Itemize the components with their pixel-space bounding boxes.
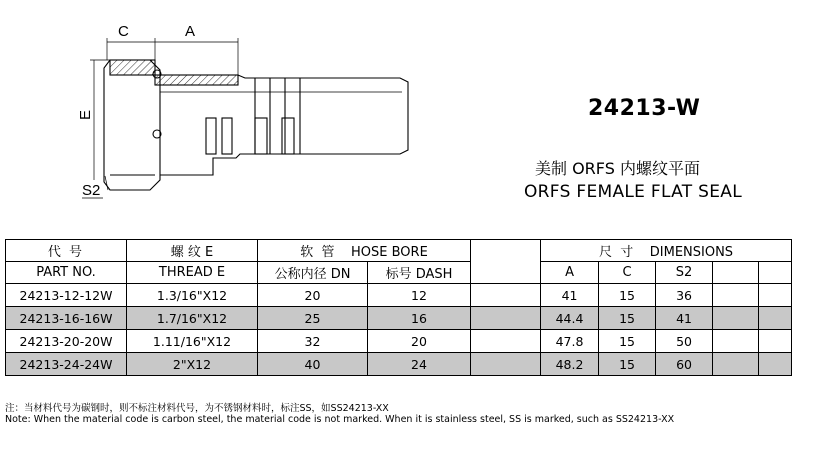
cell-thread: 1.3/16"X12 <box>127 284 258 307</box>
cell-dn: 25 <box>258 307 368 330</box>
cell-empty <box>713 330 759 353</box>
cell-empty <box>471 284 541 307</box>
note-cn: 注：当材料代号为碳钢时，则不标注材料代号，为不锈钢材料时，标注SS，如SS24213-XX <box>5 403 389 414</box>
cell-c: 15 <box>599 284 656 307</box>
dim-c-label: C <box>118 23 129 40</box>
cell-empty <box>713 307 759 330</box>
cell-empty <box>759 353 792 376</box>
cell-a: 44.4 <box>541 307 599 330</box>
table-row <box>6 330 792 353</box>
cell-c: 15 <box>599 307 656 330</box>
cell-a: 48.2 <box>541 353 599 376</box>
cell-dn: 40 <box>258 353 368 376</box>
dim-s2-label: S2 <box>82 182 101 199</box>
table-row <box>6 353 792 376</box>
product-title-cn: 美制 ORFS 内螺纹平面 <box>535 159 700 178</box>
cell-s2: 50 <box>656 330 713 353</box>
header-c: C <box>599 262 656 284</box>
cell-s2: 41 <box>656 307 713 330</box>
cell-thread: 1.7/16"X12 <box>127 307 258 330</box>
cell-empty <box>471 353 541 376</box>
cell-s2: 36 <box>656 284 713 307</box>
header-blank-2 <box>759 262 792 284</box>
cell-thread: 2"X12 <box>127 353 258 376</box>
header-dimensions: 尺 寸 DIMENSIONS <box>541 240 792 262</box>
cell-dash: 16 <box>368 307 471 330</box>
cell-empty <box>759 284 792 307</box>
cell-a: 47.8 <box>541 330 599 353</box>
cell-thread: 1.11/16"X12 <box>127 330 258 353</box>
cell-part: 24213-20-20W <box>6 330 127 353</box>
header-a: A <box>541 262 599 284</box>
model-number: 24213-W <box>588 96 701 121</box>
header-empty <box>471 240 541 284</box>
cell-dn: 32 <box>258 330 368 353</box>
cell-part: 24213-24-24W <box>6 353 127 376</box>
cell-empty <box>471 307 541 330</box>
header-thread-en: THREAD E <box>127 262 258 284</box>
spec-table <box>5 239 792 376</box>
header-part-no: PART NO. <box>6 262 127 284</box>
header-dash: 标号 DASH <box>368 262 471 284</box>
table-row <box>6 284 792 307</box>
dim-e-label: E <box>77 109 94 120</box>
header-code-cn: 代 号 <box>6 240 127 262</box>
cell-dash: 12 <box>368 284 471 307</box>
cell-empty <box>713 353 759 376</box>
cell-c: 15 <box>599 330 656 353</box>
product-title-en: ORFS FEMALE FLAT SEAL <box>524 182 742 202</box>
cell-empty <box>713 284 759 307</box>
fitting-drawing <box>0 0 520 215</box>
cell-c: 15 <box>599 353 656 376</box>
header-thread-cn: 螺 纹 E <box>127 240 258 262</box>
note-en: Note: When the material code is carbon steel, the material code is not marked. When it is stainless steel, SS is marked, such as SS24213-XX <box>5 414 675 425</box>
cell-empty <box>471 330 541 353</box>
header-dn: 公称内径 DN <box>258 262 368 284</box>
header-s2: S2 <box>656 262 713 284</box>
dim-a-label: A <box>185 23 196 40</box>
cell-dash: 24 <box>368 353 471 376</box>
cell-a: 41 <box>541 284 599 307</box>
cell-dash: 20 <box>368 330 471 353</box>
cell-empty <box>759 307 792 330</box>
header-blank-1 <box>713 262 759 284</box>
cell-s2: 60 <box>656 353 713 376</box>
header-hose-bore: 软 管 HOSE BORE <box>258 240 471 262</box>
cell-empty <box>759 330 792 353</box>
cell-part: 24213-16-16W <box>6 307 127 330</box>
cell-part: 24213-12-12W <box>6 284 127 307</box>
table-row <box>6 307 792 330</box>
cell-dn: 20 <box>258 284 368 307</box>
